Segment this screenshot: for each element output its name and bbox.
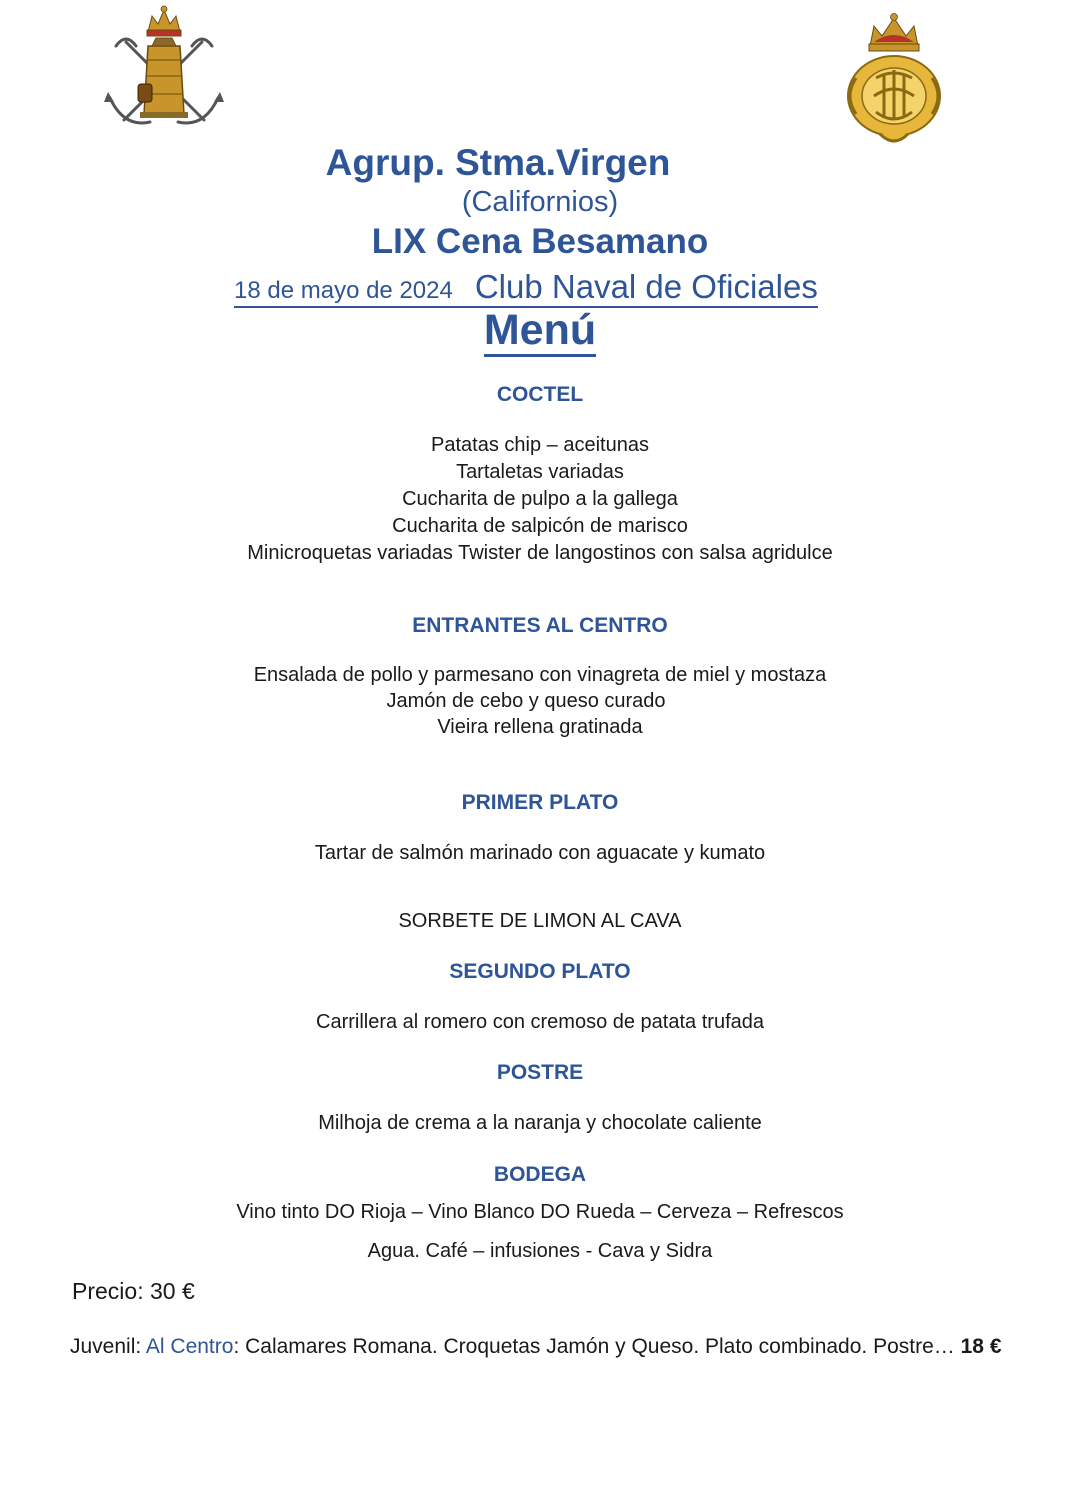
menu-item: Cucharita de salpicón de marisco <box>392 515 688 537</box>
menu-item: Tartar de salmón marinado con aguacate y kumato <box>314 842 766 864</box>
menu-item: Milhoja de crema a la naranja y chocolate caliente <box>318 1112 762 1134</box>
event-title: LIX Cena Besamano <box>371 222 709 261</box>
juvenil-menu <box>66 1334 1026 1360</box>
price-label: Precio: 30 € <box>72 1278 195 1304</box>
juvenil-centro-label: Al Centro <box>145 1335 234 1358</box>
menu-item: Vieira rellena gratinada <box>437 716 643 738</box>
menu-item: Tartaletas variadas <box>456 461 624 483</box>
menu-item: Carrillera al romero con cremoso de patata trufada <box>316 1011 764 1033</box>
menu-item: Agua. Café – infusiones - Cava y Sidra <box>367 1240 713 1262</box>
date-venue-line <box>234 268 818 308</box>
event-venue: Club Naval de Oficiales <box>474 268 818 305</box>
section-heading-postre: POSTRE <box>496 1061 584 1084</box>
organization-subtitle: (Californios) <box>461 186 619 218</box>
organization-name: Agrup. Stma.Virgen <box>325 142 671 183</box>
menu-item: Minicroquetas variadas Twister de langostinos con salsa agridulce <box>247 542 833 564</box>
section-heading-bodega: BODEGA <box>493 1163 587 1186</box>
naval-anchor-crest-icon <box>100 2 228 136</box>
menu-item: Patatas chip – aceitunas <box>431 434 649 456</box>
menu-item: Vino tinto DO Rioja – Vino Blanco DO Rueda – Cerveza – Refrescos <box>236 1201 844 1223</box>
juvenil-price: 18 € <box>960 1335 1002 1358</box>
section-heading-entrantes: ENTRANTES AL CENTRO <box>412 614 668 637</box>
juvenil-label: Juvenil: <box>70 1335 142 1358</box>
section-heading-primer-plato: PRIMER PLATO <box>461 791 619 814</box>
sorbete-item: SORBETE DE LIMON AL CAVA <box>398 910 682 932</box>
event-date: 18 de mayo de 2024 <box>234 277 453 304</box>
section-heading-coctel: COCTEL <box>496 383 584 406</box>
menu-item: Ensalada de pollo y parmesano con vinagreta de miel y mostaza <box>253 664 827 686</box>
royal-monogram-crest-icon <box>836 8 952 148</box>
menu-title: Menú <box>0 306 1080 355</box>
section-heading-segundo-plato: SEGUNDO PLATO <box>449 960 631 983</box>
juvenil-description: : Calamares Romana. Croquetas Jamón y Queso. Plato combinado. Postre… <box>233 1335 961 1358</box>
menu-item: Jamón de cebo y queso curado <box>386 690 666 712</box>
menu-item: Cucharita de pulpo a la gallega <box>402 488 678 510</box>
